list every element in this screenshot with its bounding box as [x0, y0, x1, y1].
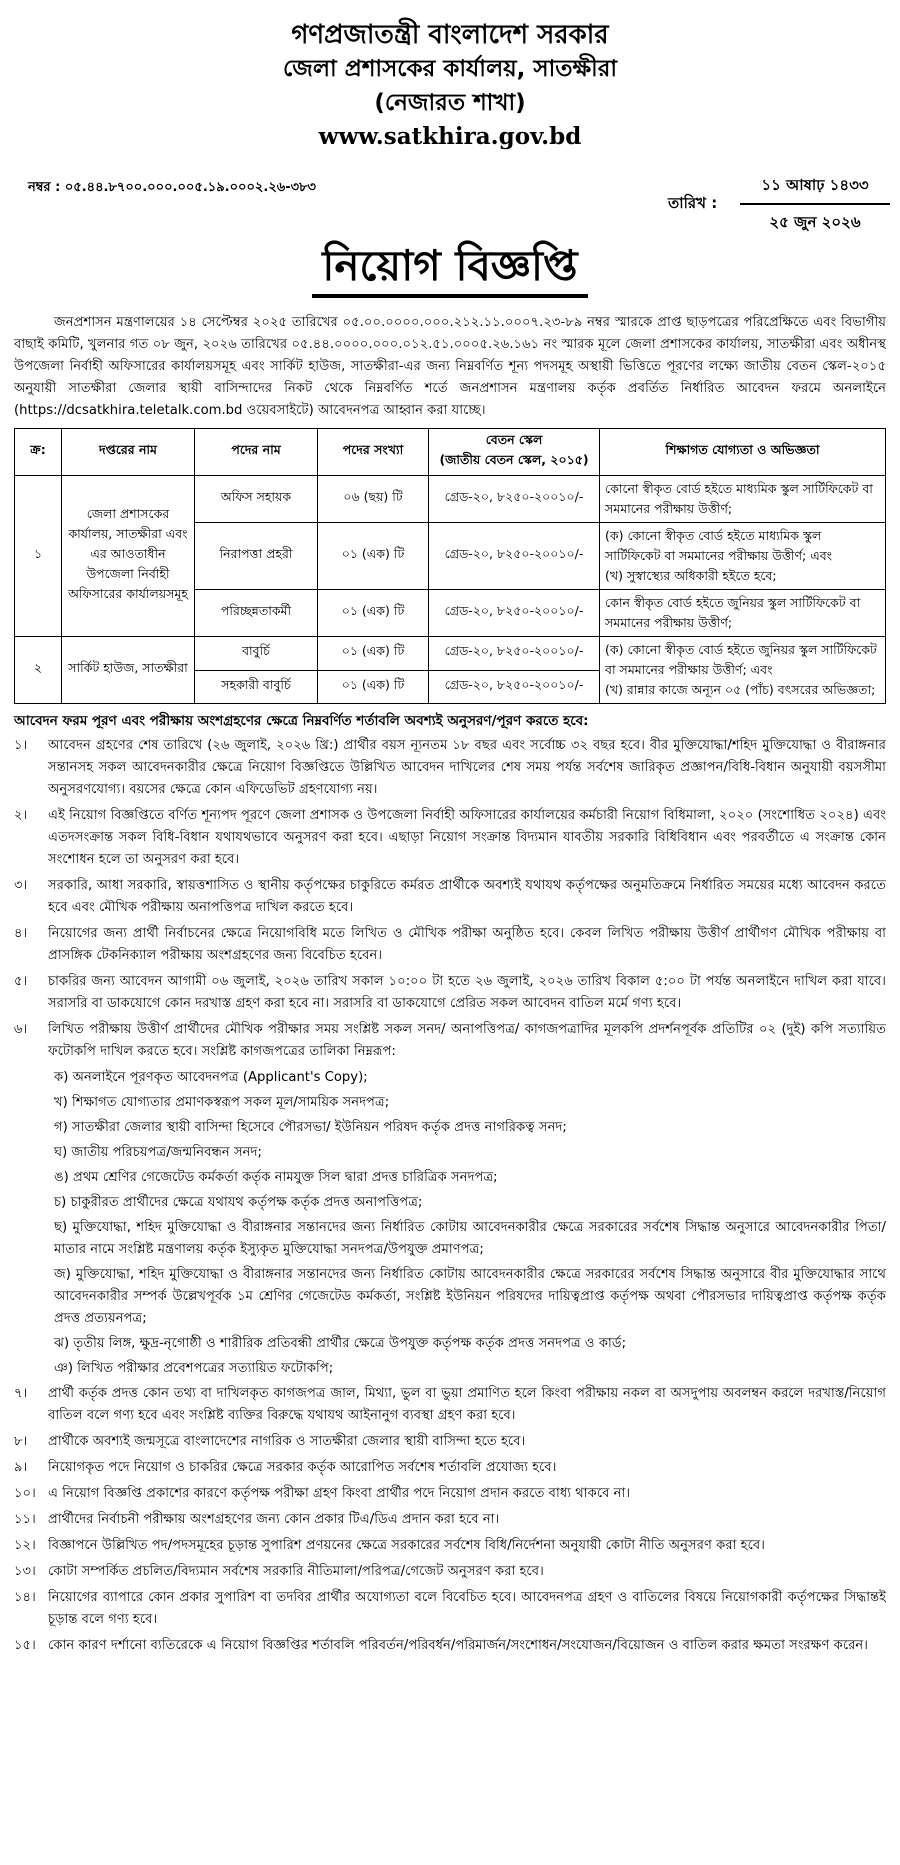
post-cell: বাবুর্চি [195, 637, 318, 671]
post-cell: সহকারী বাবুর্চি [195, 670, 318, 704]
notice-title: নিয়োগ বিজ্ঞপ্তি [312, 238, 587, 298]
document-item: ঘ) জাতীয় পরিচয়পত্র/জন্মনিবন্ধন সনদ; [54, 1145, 262, 1160]
list-item [14, 1457, 886, 1479]
document-item: ক) অনলাইনে পূরণকৃত আবেদনপত্র (Applicant's Copy); [54, 1070, 368, 1085]
col-count: পদের সংখ্যা [318, 429, 429, 476]
col-scale: বেতন স্কেল (জাতীয় বেতন স্কেল, ২০১৫) [429, 429, 600, 476]
count-cell: ০১ (এক) টি [318, 637, 429, 671]
post-cell: পরিচ্ছন্নতাকর্মী [195, 590, 318, 637]
item-number: ১২। [14, 1538, 36, 1553]
serial-cell: ২ [15, 637, 62, 704]
list-item [14, 875, 886, 919]
conditions-heading: আবেদন ফরম পূরণ এবং পরীক্ষায় অংশগ্রহণের ক্ষেত্রে নিম্নবর্ণিত শর্তাবলি অবশ্যই অনুসরণ/পূরণ করতে হবে: [14, 713, 589, 729]
qualification-cell: (ক) কোনো স্বীকৃত বোর্ড হইতে মাধ্যমিক স্কুল সার্টিফিকেট বা সমমানের পরীক্ষায় উত্তীর্ণ; এবং (খ) সুস্বাস্থ্যের অধিকারী হইতে হবে; [600, 523, 886, 590]
document-item: ঙ) প্রথম শ্রেণির গেজেটেড কর্মকর্তা কর্তৃক নামযুক্ত সিল দ্বারা প্রদত্ত চারিত্রিক সনদপত্র; [54, 1170, 498, 1185]
list-item [14, 1587, 886, 1631]
table-header-row [15, 429, 886, 476]
item-number: ৩। [14, 878, 28, 893]
serial-cell: ১ [15, 476, 62, 637]
reference-row [14, 168, 886, 238]
post-cell: নিরাপত্তা প্রহরী [195, 523, 318, 590]
item-number: ১৫। [14, 1638, 36, 1653]
list-item [14, 1383, 886, 1427]
document-item: গ) সাতক্ষীরা জেলার স্থায়ী বাসিন্দা হিসেবে পৌরসভা/ ইউনিয়ন পরিষদ কর্তৃক প্রদত্ত নাগরিকত্ব সনদ; [54, 1120, 567, 1135]
item-number: ২। [14, 808, 28, 823]
office-title: জেলা প্রশাসকের কার্যালয়, সাতক্ষীরা [282, 56, 618, 82]
qualification-cell: (ক) কোনো স্বীকৃত বোর্ড হইতে জুনিয়র স্কুল সার্টিফিকেট বা সমমানের পরীক্ষায় উত্তীর্ণ; এবং (খ) রান্নার কাজে অন্যূন ০৫ (পাঁচ) বৎসরের অভিজ্ঞতা; [600, 637, 886, 704]
office-cell: সার্কিট হাউজ, সাতক্ষীরা [62, 637, 195, 704]
document-item: ছ) মুক্তিযোদ্ধা, শহিদ মুক্তিযোদ্ধা ও বীরাঙ্গনার সন্তানদের জন্য নির্ধারিত কোটায় আবেদনকারীর ক্ষেত্রে সরকারের সর্বশেষ সিদ্ধান্ত অনুসারে আবেদনকারীর পিতা/মাতার নামে সংশ্লিষ্ট মন্ত্রণালয় কর্তৃক ইস্যুকৃত মুক্তিযোদ্ধা সনদপত্র/উপযুক্ত প্রমাণপত্র; [54, 1220, 886, 1257]
table-row [15, 476, 886, 523]
count-cell: ০১ (এক) টি [318, 670, 429, 704]
qualification-cell: কোন স্বীকৃত বোর্ড হইতে জুনিয়র স্কুল সার্টিফিকেট বা সমমানের পরীক্ষায় উত্তীর্ণ; [600, 590, 886, 637]
list-item [14, 1561, 886, 1583]
scale-cell: গ্রেড-২০, ৮২৫০-২০০১০/- [429, 590, 600, 637]
date-box [740, 174, 890, 236]
item-text: প্রার্থীদের নির্বাচনী পরীক্ষায় অংশগ্রহণের জন্য কোন প্রকার টিএ/ডিএ প্রদান করা হবে না। [48, 1512, 500, 1527]
item-number: ৮। [14, 1434, 28, 1449]
col-office: দপ্তরের নাম [62, 429, 195, 476]
count-cell: ০৬ (ছয়) টি [318, 476, 429, 523]
item-text: এ নিয়োগ বিজ্ঞপ্তি প্রকাশের কারণে কর্তৃপক্ষ পরীক্ষা গ্রহণ কিংবা প্রার্থীর পদে নিয়োগ প্রদান করতে বাধ্য থাকবে না। [48, 1486, 631, 1501]
govt-title: গণপ্রজাতন্ত্রী বাংলাদেশ সরকার [291, 20, 609, 50]
office-cell: জেলা প্রশাসকের কার্যালয়, সাতক্ষীরা এবং এর আওতাধীন উপজেলা নির্বাহী অফিসারের কার্যালয়সমূহ [62, 476, 195, 637]
item-number: ১। [14, 738, 28, 753]
date-english: ২৫ জুন ২০২৬ [769, 213, 861, 231]
letterhead [14, 0, 886, 154]
item-text: চাকরির জন্য আবেদন আগামী ০৬ জুলাই, ২০২৬ তারিখ সকাল ১০:০০ টা হতে ২৬ জুলাই, ২০২৬ তারিখ বিকাল ৫:০০ টা পর্যন্ত অনলাইনে দাখিল করা যাবে। সরাসরি বা ডাকযোগে কোন দরখাস্ত গ্রহণ করা হবে না। সরাসরি বা ডাকযোগে প্রেরিত সকল আবেদন বাতিল মর্মে গণ্য হবে। [48, 974, 886, 1011]
list-item [14, 1535, 886, 1557]
item-number: ১৪। [14, 1590, 36, 1605]
item-text: কোটা সম্পর্কিত প্রচলিত/বিদ্যমান সর্বশেষ সরকারি নীতিমালা/পরিপত্র/গেজেট অনুসরণ করা হবে। [48, 1564, 544, 1579]
scale-cell: গ্রেড-২০, ৮২৫০-২০০১০/- [429, 670, 600, 704]
item-number: ৪। [14, 926, 28, 941]
scale-cell: গ্রেড-২০, ৮২৫০-২০০১০/- [429, 637, 600, 671]
conditions-list-continued [14, 1383, 886, 1657]
item-number: ৯। [14, 1460, 28, 1475]
item-number: ১১। [14, 1512, 36, 1527]
document-item: ঞ) লিখিত পরীক্ষার প্রবেশপত্রের সত্যায়িত ফটোকপি; [54, 1361, 334, 1376]
qualification-cell: কোনো স্বীকৃত বোর্ড হইতে মাধ্যমিক স্কুল সার্টিফিকেট বা সমমানের পরীক্ষায় উত্তীর্ণ; [600, 476, 886, 523]
item-text: এই নিয়োগ বিজ্ঞপ্তিতে বর্ণিত শূন্যপদ পূরণে জেলা প্রশাসক ও উপজেলা নির্বাহী অফিসারের কার্যালয়ের কর্মচারী নিয়োগ বিধিমালা, ২০২০ (সংশোধিত ২০২৪) এবং এতদসংক্রান্ত সকল বিধি-বিধান যথাযথভাবে অনুসরণ করা হবে। এছাড়া নিয়োগ সংক্রান্ত বিদ্যমান যাবতীয় সরকারি বিধিবিধান এবং পরবর্তীতে এ সংক্রান্ত কোন সংশোধন হলে তা অনুসরণ করা হবে। [48, 808, 886, 867]
intro-paragraph: জনপ্রশাসন মন্ত্রণালয়ের ১৪ সেপ্টেম্বর ২০২৫ তারিখের ০৫.০০.০০০০.০০০.২১২.১১.০০০৭.২৩-৮৯ নম্বর স্মারকে প্রাপ্ত ছাড়পত্রের পরিপ্রেক্ষিতে এবং বিভাগীয় বাছাই কমিটি, খুলনার গত ০৮ জুন, ২০২৬ তারিখের ০৫.৪৪.০০০০.০০০.০১২.৫১.০০০৫.২৬.১৬১ নং স্মারক মূলে জেলা প্রশাসকের কার্যালয়, সাতক্ষীরা এবং অধীনস্থ উপজেলা নির্বাহী অফিসারের কার্যালয়সমূহ এবং সার্কিট হাউজ, সাতক্ষীরা-এর জন্য নিম্নবর্ণিত শূন্য পদসমূহ অস্থায়ী ভিত্তিতে পূরণের লক্ষ্যে জাতীয় বেতন স্কেল-২০১৫ অনুযায়ী সাতক্ষীরা জেলার স্থায়ী বাসিন্দাদের নিকট থেকে নিম্নবর্ণিত শর্তে জনপ্রশাসন মন্ত্রণালয় কর্তৃক প্রবর্তিত নির্ধারিত আবেদন ফরমে অনলাইনে (https://dcsatkhira.teletalk.com.bd ওয়েবসাইটে) আবেদনপত্র আহ্বান করা যাচ্ছে। [14, 315, 886, 418]
list-item [14, 923, 886, 967]
scale-cell: গ্রেড-২০, ৮২৫০-২০০১০/- [429, 476, 600, 523]
list-item [14, 735, 886, 801]
memo-number: নম্বর : ০৫.৪৪.৮৭০০.০০০.০০৫.১৯.০০০২.২৬-৩৮৩ [28, 180, 316, 195]
title-wrap [14, 238, 886, 308]
item-text: প্রার্থী কর্তৃক প্রদত্ত কোন তথ্য বা দাখিলকৃত কাগজপত্র জাল, মিথ্যা, ভুল বা ভুয়া প্রমাণিত হলে কিংবা পরীক্ষায় নকল বা অসদুপায় অবলম্বন করলে দরখাস্ত/নিয়োগ বাতিল বলে গণ্য হবে এবং সংশ্লিষ্ট ব্যক্তির বিরুদ্ধে যথাযথ আইনানুগ ব্যবস্থা গ্রহণ করা হবে। [48, 1386, 886, 1423]
list-item [14, 1509, 886, 1531]
item-number: ৬। [14, 1022, 28, 1037]
item-number: ১৩। [14, 1564, 36, 1579]
document-item: খ) শিক্ষাগত যোগ্যতার প্রমাণকস্বরূপ সকল মূল/সাময়িক সনদপত্র; [54, 1095, 390, 1110]
vacancy-table [14, 428, 886, 704]
document-item: জ) মুক্তিযোদ্ধা, শহিদ মুক্তিযোদ্ধা ও বীরাঙ্গনার সন্তানদের জন্য নির্ধারিত কোটায় আবেদনকারীর ক্ষেত্রে সরকারের সর্বশেষ সিদ্ধান্ত অনুসারে বীর মুক্তিযোদ্ধার সাথে আবেদনকারীর সম্পর্ক উল্লেখপূর্বক ১ম শ্রেণির গেজেটেড কর্মকর্তা, সংশ্লিষ্ট ইউনিয়ন পরিষদের দায়িত্বপ্রাপ্ত কর্তৃপক্ষ অথবা পৌরসভার দায়িত্বপ্রাপ্ত কর্তৃপক্ষ কর্তৃক প্রদত্ত প্রত্যয়নপত্র; [54, 1267, 886, 1326]
list-item [14, 1431, 886, 1453]
item-text: সরকারি, আধা সরকারি, স্বায়ত্তশাসিত ও স্থানীয় কর্তৃপক্ষের চাকুরিতে কর্মরত প্রার্থীকে অবশ্যই যথাযথ কর্তৃপক্ষের অনুমতিক্রমে নির্ধারিত সময়ের মধ্যে আবেদন করতে হবে এবং মৌখিক পরীক্ষায় অনাপত্তিপত্র দাখিল করতে হবে। [48, 878, 886, 915]
item-text: বিজ্ঞাপনে উল্লিখিত পদ/পদসমূহের চূড়ান্ত সুপারিশ প্রণয়নের ক্ষেত্রে সরকারের সর্বশেষ বিধি/নির্দেশনা অনুযায়ী কোটা নীতি অনুসরণ করা হবে। [48, 1538, 765, 1553]
date-label: তারিখ : [668, 194, 718, 212]
list-item [14, 1635, 886, 1657]
list-item [14, 971, 886, 1015]
count-cell: ০১ (এক) টি [318, 523, 429, 590]
list-item [14, 805, 886, 871]
document-item: চ) চাকুরীরত প্রার্থীদের ক্ষেত্রে যথাযথ কর্তৃপক্ষ কর্তৃক প্রদত্ত অনাপত্তিপত্র; [54, 1195, 423, 1210]
conditions-list [14, 735, 886, 1063]
col-serial: ক্র: [15, 429, 62, 476]
item-text: প্রার্থীকে অবশ্যই জন্মসূত্রে বাংলাদেশের নাগরিক ও সাতক্ষীরা জেলার স্থায়ী বাসিন্দা হতে হবে। [48, 1434, 526, 1449]
count-cell: ০১ (এক) টি [318, 590, 429, 637]
document-item: ঝ) তৃতীয় লিঙ্গ, ক্ষুদ্র-নৃগোষ্ঠী ও শারীরিক প্রতিবন্ধী প্রার্থীর ক্ষেত্রে উপযুক্ত কর্তৃপক্ষ কর্তৃক প্রদত্ত সনদপত্র ও কার্ড; [54, 1336, 627, 1351]
item-text: নিয়োগের জন্য প্রার্থী নির্বাচনের ক্ষেত্রে নিয়োগবিধি মতে লিখিত ও মৌখিক পরীক্ষা অনুষ্ঠিত হবে। কেবল লিখিত পরীক্ষায় উত্তীর্ণ প্রার্থীগণ মৌখিক পরীক্ষায় বা প্রাসঙ্গিক টেকনিক্যাল পরীক্ষায় অংশগ্রহণের জন্য বিবেচিত হবেন। [48, 926, 886, 963]
documents-list [14, 1067, 886, 1380]
list-item [14, 1019, 886, 1063]
col-qualification: শিক্ষাগত যোগ্যতা ও অভিজ্ঞতা [600, 429, 886, 476]
list-item [14, 1483, 886, 1505]
table-row [15, 637, 886, 671]
section-title: (নেজারত শাখা) [374, 90, 526, 116]
item-text: নিয়োগকৃত পদে নিয়োগ ও চাকরির ক্ষেত্রে সরকার কর্তৃক আরোপিত সর্বশেষ শর্তাবলি প্রযোজ্য হবে। [48, 1460, 557, 1475]
item-number: ৭। [14, 1386, 28, 1401]
date-bangla: ১১ আষাঢ় ১৪৩৩ [740, 174, 890, 205]
scale-cell: গ্রেড-২০, ৮২৫০-২০০১০/- [429, 523, 600, 590]
item-text: কোন কারণ দর্শানো ব্যতিরেকে এ নিয়োগ বিজ্ঞপ্তির শর্তাবলি পরিবর্তন/পরিবর্ধন/পরিমার্জন/সংশোধন/সংযোজন/বিয়োজন ও বাতিল করার ক্ষমতা সংরক্ষণ করেন। [48, 1638, 868, 1653]
post-cell: অফিস সহায়ক [195, 476, 318, 523]
item-text: নিয়োগের ব্যাপারে কোন প্রকার সুপারিশ বা তদবির প্রার্থীর অযোগ্যতা বলে বিবেচিত হবে। আবেদনপত্র গ্রহণ ও বাতিলের বিষয়ে নিয়োগকারী কর্তৃপক্ষের সিদ্ধান্তই চূড়ান্ত বলে গণ্য হবে। [48, 1590, 886, 1627]
item-text: আবেদন গ্রহণের শেষ তারিখে (২৬ জুলাই, ২০২৬ খ্রি:) প্রার্থীর বয়স ন্যূনতম ১৮ বছর এবং সর্বোচ্চ ৩২ বছর হবে। বীর মুক্তিযোদ্ধা/শহিদ মুক্তিযোদ্ধা ও বীরাঙ্গনার সন্তানসহ সকল আবেদনকারীর ক্ষেত্রে নিয়োগ বিজ্ঞপ্তিতে উল্লিখিত আবেদন দাখিলের শেষ সময় পর্যন্ত সর্বশেষ জারিকৃত প্রজ্ঞাপন/বিধি-বিধান অনুযায়ী বয়সসীমা অনুসরণযোগ্য। বয়সের ক্ষেত্রে কোন এফিডেভিট গ্রহণযোগ্য নয়। [48, 738, 886, 797]
item-text: লিখিত পরীক্ষায় উত্তীর্ণ প্রার্থীদের মৌখিক পরীক্ষার সময় সংশ্লিষ্ট সকল সনদ/ অনাপত্তিপত্র/ কাগজপত্রাদির মূলকপি প্রদর্শনপূর্বক প্রতিটির ০২ (দুই) কপি সত্যায়িত ফটোকপি দাখিল করতে হবে। সংশ্লিষ্ট কাগজপত্রের তালিকা নিম্নরূপ: [48, 1022, 886, 1059]
col-post: পদের নাম [195, 429, 318, 476]
website-link[interactable]: www.satkhira.gov.bd [318, 123, 582, 150]
item-number: ১০। [14, 1486, 36, 1501]
item-number: ৫। [14, 974, 28, 989]
